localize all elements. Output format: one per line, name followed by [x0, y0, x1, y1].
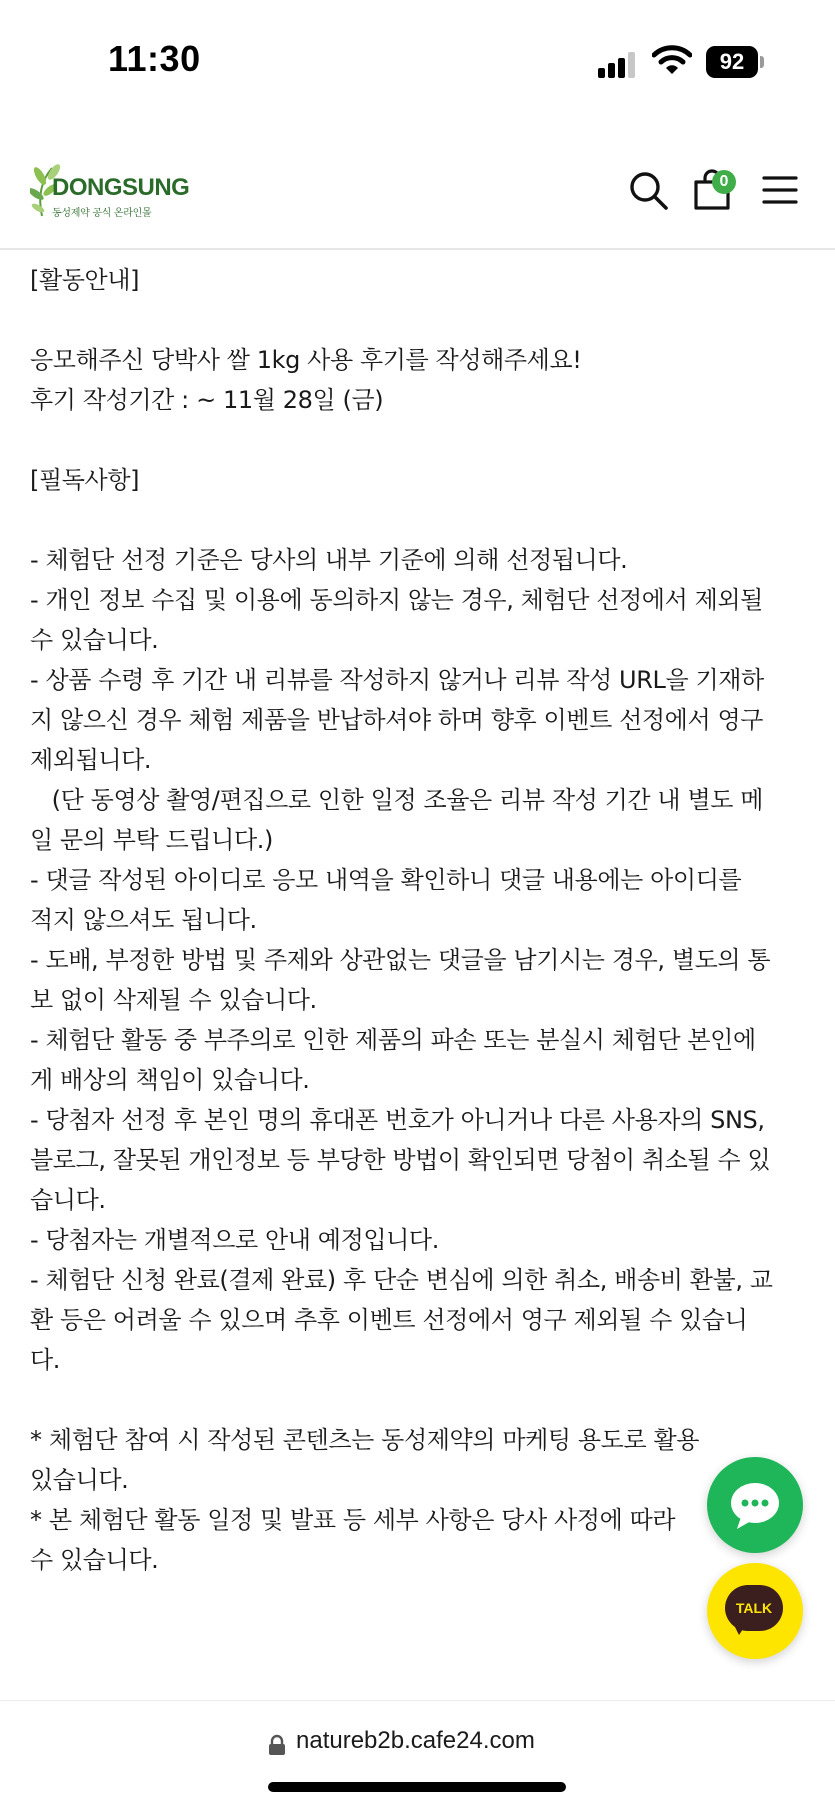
cart-count-badge: 0 [712, 170, 736, 194]
text-line: 습니다. [30, 1186, 106, 1214]
blank-line [30, 420, 790, 460]
notice-content [30, 260, 790, 1580]
battery-tip [760, 56, 764, 68]
blank-line [30, 300, 790, 340]
text-line: - 체험단 선정 기준은 당사의 내부 기준에 의해 선정됩니다. [30, 546, 628, 574]
text-line: 있습니다. [30, 1466, 129, 1494]
search-icon[interactable] [626, 168, 670, 212]
text-line: - 체험단 신청 완료(결제 완료) 후 단순 변심에 의한 취소, 배송비 환불, 교 [30, 1266, 773, 1294]
text-line: 응모해주신 당박사 쌀 1kg 사용 후기를 작성해주세요! [30, 346, 582, 374]
logo[interactable] [30, 162, 200, 222]
text-line: 환 등은 어려울 수 있으며 추후 이벤트 선정에서 영구 제외될 수 있습니 [30, 1306, 748, 1334]
blank-line [30, 1380, 790, 1420]
lock-icon [268, 1734, 286, 1756]
text-line: (단 동영상 촬영/편집으로 인한 일정 조율은 리뷰 작성 기간 내 별도 메 [30, 786, 764, 814]
text-line: [필독사항] [30, 466, 140, 494]
text-line: - 댓글 작성된 아이디로 응모 내역을 확인하니 댓글 내용에는 아이디를 [30, 866, 742, 894]
text-line: 블로그, 잘못된 개인정보 등 부당한 방법이 확인되면 당첨이 취소될 수 있 [30, 1146, 771, 1174]
text-line: 게 배상의 책임이 있습니다. [30, 1066, 310, 1094]
talk-bubble-tail [733, 1623, 747, 1635]
text-line: - 체험단 활동 중 부주의로 인한 제품의 파손 또는 분실시 체험단 본인에 [30, 1026, 756, 1054]
url-text: natureb2b.cafe24.com [296, 1727, 535, 1754]
site-header [0, 150, 835, 250]
text-line: 보 없이 삭제될 수 있습니다. [30, 986, 317, 1014]
text-line: - 도배, 부정한 방법 및 주제와 상관없는 댓글을 남기시는 경우, 별도의 통 [30, 946, 771, 974]
text-line: - 당첨자 선정 후 본인 명의 휴대폰 번호가 아니거나 다른 사용자의 SNS, [30, 1106, 765, 1134]
text-line: * 본 체험단 활동 일정 및 발표 등 세부 사항은 당사 사정에 따라 [30, 1506, 676, 1534]
chat-button[interactable] [707, 1457, 803, 1553]
browser-url-bar[interactable] [0, 1700, 835, 1810]
talk-label: TALK [725, 1585, 783, 1631]
logo-text: DONGSUNG [52, 174, 190, 201]
home-indicator[interactable] [268, 1782, 566, 1792]
text-line: - 개인 정보 수집 및 이용에 동의하지 않는 경우, 체험단 선정에서 제외될 [30, 586, 763, 614]
text-line: [활동안내] [30, 266, 140, 294]
menu-icon[interactable] [758, 168, 802, 212]
text-line: 제외됩니다. [30, 746, 152, 774]
status-time: 11:30 [108, 38, 201, 79]
text-line: 다. [30, 1346, 61, 1374]
blank-line [30, 500, 790, 540]
battery-icon: 92 [706, 46, 758, 78]
chat-bubble-icon [707, 1457, 803, 1553]
text-line: 지 않으신 경우 체험 제품을 반납하셔야 하며 향후 이벤트 선정에서 영구 [30, 706, 764, 734]
text-line: 수 있습니다. [30, 626, 159, 654]
text-line: 일 문의 부탁 드립니다.) [30, 826, 273, 854]
text-line: - 당첨자는 개별적으로 안내 예정입니다. [30, 1226, 439, 1254]
logo-subtext: 동성제약 공식 온라인몰 [52, 208, 152, 219]
signal-icon [598, 50, 638, 78]
text-line: 수 있습니다. [30, 1546, 159, 1574]
text-line: 적지 않으셔도 됩니다. [30, 906, 257, 934]
text-line: * 체험단 참여 시 작성된 콘텐츠는 동성제약의 마케팅 용도로 활용 [30, 1426, 700, 1454]
wifi-icon [652, 44, 692, 76]
status-bar [0, 0, 835, 120]
kakao-talk-button[interactable] [707, 1563, 803, 1659]
text-line: - 상품 수령 후 기간 내 리뷰를 작성하지 않거나 리뷰 작성 URL을 기재하 [30, 666, 764, 694]
text-line: 후기 작성기간 : ~ 11월 28일 (금) [30, 386, 384, 414]
